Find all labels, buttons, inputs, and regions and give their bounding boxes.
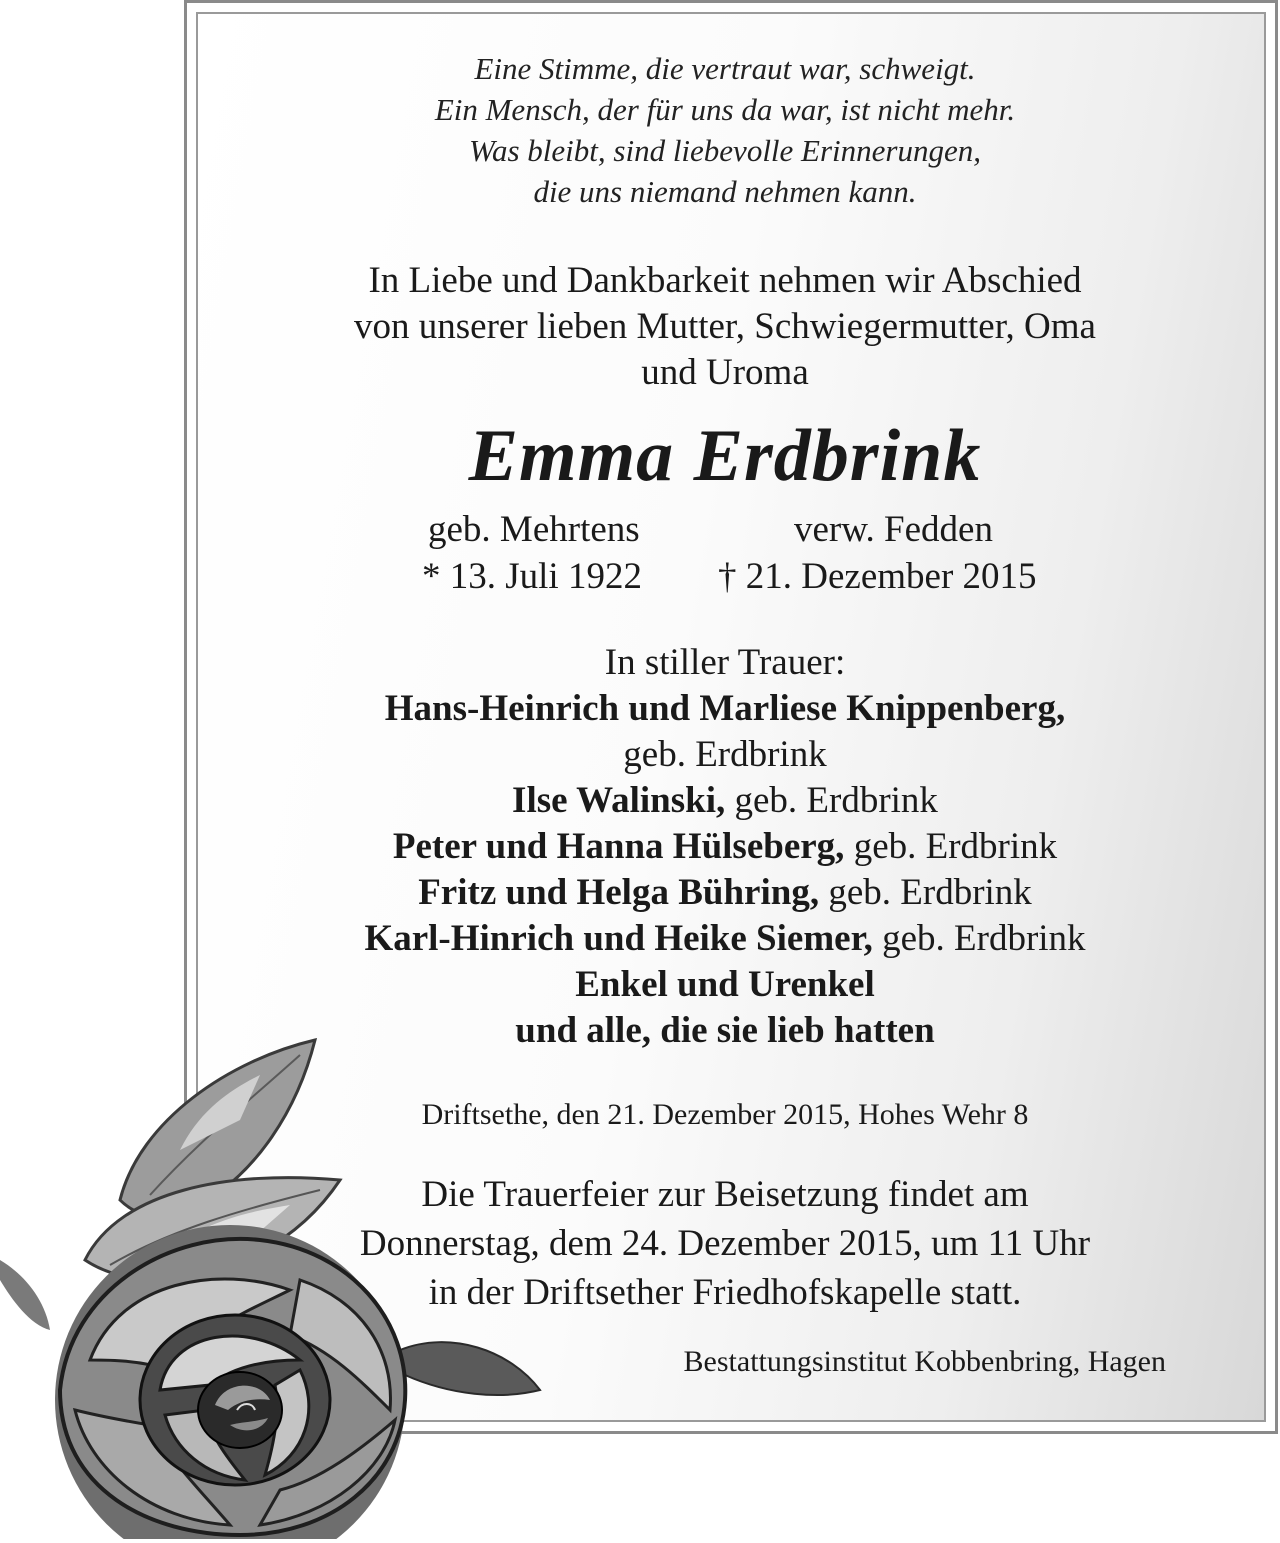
life-dates: [200, 506, 1250, 600]
mourner-line: [200, 686, 1250, 732]
poem-line: Ein Mensch, der für uns da war, ist nicht mehr.: [434, 92, 1016, 127]
mourner-suffix: geb. Erdbrink: [844, 826, 1058, 867]
intro-line: In Liebe und Dankbarkeit nehmen wir Abschied: [368, 260, 1082, 301]
deceased-name: Emma Erdbrink: [468, 415, 982, 497]
undertaker-name: Bestattungsinstitut Kobbenbring, Hagen: [683, 1345, 1166, 1378]
mourner-name: Enkel und Urenkel: [575, 964, 875, 1005]
mourner-name: und alle, die sie lieb hatten: [515, 1010, 935, 1051]
mourner-line: [200, 962, 1250, 1008]
poem-line: Was bleibt, sind liebevolle Erinnerungen,: [469, 133, 981, 168]
intro-line: und Uroma: [641, 352, 809, 393]
service-line: in der Driftsether Friedhofskapelle statt.: [428, 1272, 1022, 1313]
mourner-suffix: geb. Erdbrink: [819, 872, 1032, 913]
mourner-suffix: geb. Erdbrink: [872, 918, 1086, 959]
mourner-line: [200, 778, 1250, 824]
mourner-line: [200, 870, 1250, 916]
mourner-name: Fritz und Helga Bühring,: [418, 872, 820, 913]
mourner-name: Peter und Hanna Hülseberg,: [392, 826, 845, 867]
mourner-line: [200, 916, 1250, 962]
intro-text: [200, 258, 1250, 396]
birth-date: * 13. Juli 1922: [422, 556, 642, 597]
service-line: Donnerstag, dem 24. Dezember 2015, um 11 Uhr: [359, 1223, 1091, 1264]
mourners-heading: In stiller Trauer:: [604, 642, 846, 683]
poem: [200, 48, 1250, 212]
rose-icon: [0, 1030, 560, 1539]
mourner-line: [200, 824, 1250, 870]
intro-line: von unserer lieben Mutter, Schwiegermutter, Oma: [354, 306, 1096, 347]
poem-line: Eine Stimme, die vertraut war, schweigt.: [474, 51, 976, 86]
death-date: † 21. Dezember 2015: [718, 556, 1037, 597]
mourner-line: geb. Erdbrink: [623, 734, 827, 775]
poem-line: die uns niemand nehmen kann.: [533, 174, 917, 209]
mourner-name: Karl-Hinrich und Heike Siemer,: [364, 918, 873, 959]
mourners-list: [200, 640, 1250, 1054]
born-name: geb. Mehrtens: [428, 509, 640, 550]
mourner-name: Hans-Heinrich und Marliese Knippenberg,: [384, 688, 1066, 729]
widowed-name: verw. Fedden: [794, 509, 993, 550]
service-line: Die Trauerfeier zur Beisetzung findet am: [421, 1174, 1029, 1215]
rose-image: [0, 1030, 560, 1539]
mourner-suffix: geb. Erdbrink: [725, 780, 938, 821]
mourner-name: Ilse Walinski,: [512, 780, 726, 821]
place-date: Driftsethe, den 21. Dezember 2015, Hohes Wehr 8: [421, 1098, 1029, 1131]
